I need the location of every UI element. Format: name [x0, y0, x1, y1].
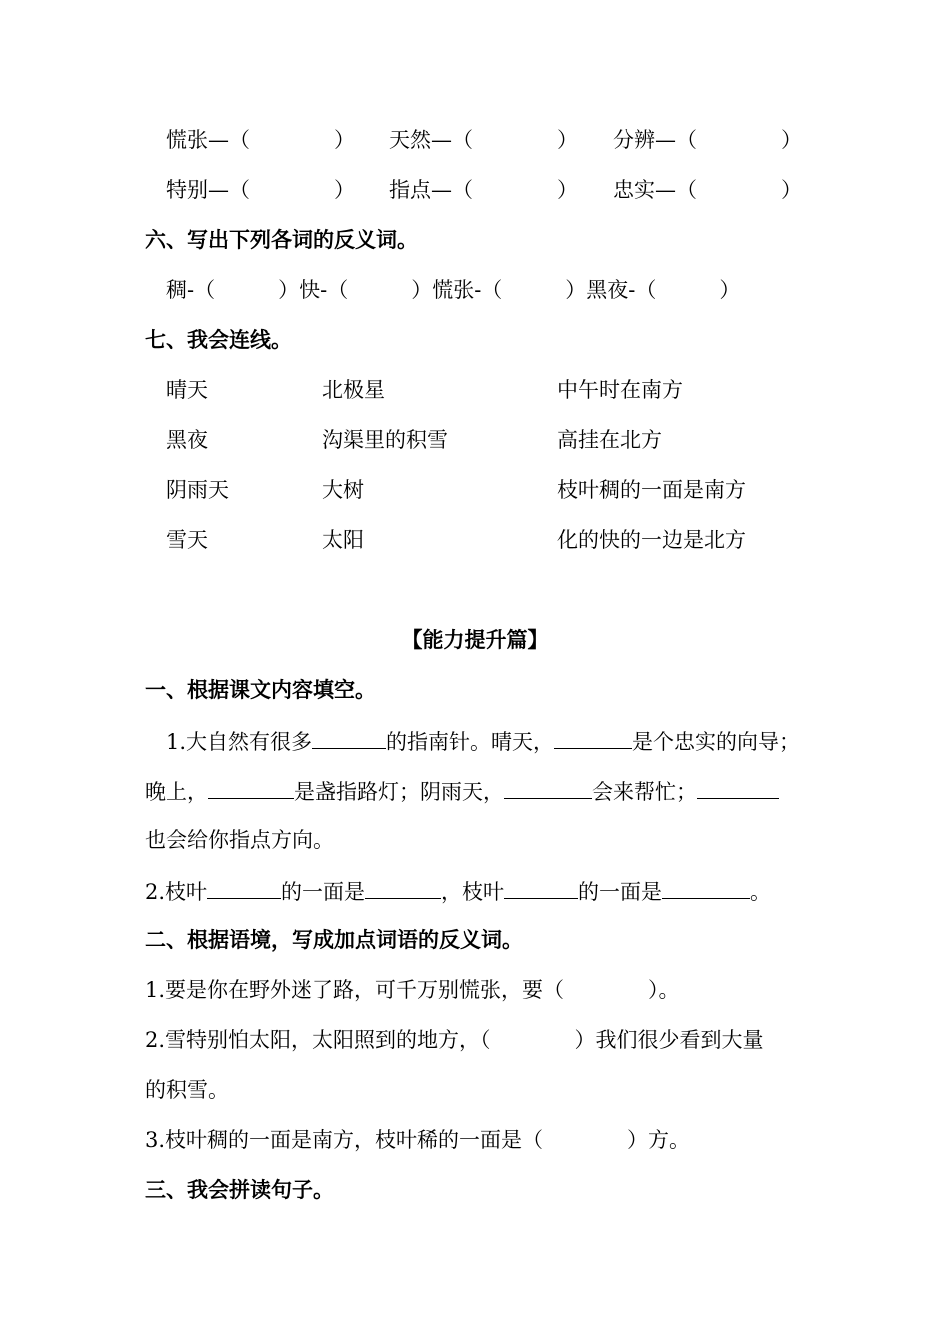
match-middle-item: 沟渠里的积雪: [322, 428, 448, 452]
synonym-item: 指点—（ ）: [389, 178, 578, 202]
match-left-item: 黑夜: [166, 428, 208, 452]
question-text: 2.雪特别怕太阳，太阳照到的地方，（ ）我们很少看到大量: [145, 1028, 764, 1052]
sentence-text: 是盏指路灯；阴雨天，: [294, 780, 504, 804]
match-left-item: 雪天: [166, 528, 208, 552]
match-right-item: 高挂在北方: [557, 428, 662, 452]
sentence-text: 会来帮忙；: [592, 780, 697, 804]
sentence-text: 1.大自然有很多: [166, 730, 313, 754]
fill-sentence: [145, 876, 771, 906]
question-text: 1.要是你在野外迷了路，可千万别慌张，要（ ）。: [145, 978, 680, 1002]
match-right-item: 化的快的一边是北方: [557, 528, 746, 552]
fill-sentence: [166, 726, 800, 756]
sentence-text: 2.枝叶: [145, 880, 208, 904]
synonym-item: 忠实—（ ）: [613, 178, 802, 202]
blank-line[interactable]: [504, 876, 578, 899]
question-text: 3.枝叶稠的一面是南方，枝叶稀的一面是（ ）方。: [145, 1128, 691, 1152]
blank-line[interactable]: [504, 776, 592, 799]
section-title: 【能力提升篇】: [401, 628, 549, 652]
synonym-item: 慌张—（ ）: [166, 128, 355, 152]
blank-line[interactable]: [207, 876, 281, 899]
blank-line[interactable]: [208, 776, 294, 799]
sentence-text: ，枝叶: [441, 880, 505, 904]
fill-sentence: [145, 776, 779, 806]
blank-line[interactable]: [554, 726, 632, 749]
sentence-text: 的一面是: [578, 880, 663, 904]
section-heading: 二、根据语境，写成加点词语的反义词。: [145, 928, 523, 952]
match-middle-item: 太阳: [322, 528, 364, 552]
blank-line[interactable]: [365, 876, 441, 899]
match-middle-item: 北极星: [322, 378, 385, 402]
synonym-item: 分辨—（ ）: [613, 128, 802, 152]
sentence-text: 的一面是: [281, 880, 366, 904]
match-right-item: 中午时在南方: [557, 378, 683, 402]
question-text: 的积雪。: [145, 1078, 229, 1102]
match-left-item: 晴天: [166, 378, 208, 402]
sentence-text: 的指南针。晴天，: [386, 730, 555, 754]
section-heading: 七、我会连线。: [145, 328, 292, 352]
match-right-item: 枝叶稠的一面是南方: [557, 478, 746, 502]
synonym-item: 天然—（ ）: [389, 128, 578, 152]
sentence-text: 。: [750, 880, 772, 904]
match-middle-item: 大树: [322, 478, 364, 502]
blank-line[interactable]: [697, 776, 779, 799]
match-left-item: 阴雨天: [166, 478, 229, 502]
antonym-items: 稠-（ ）快-（ ）慌张-（ ）黑夜-（ ）: [166, 278, 741, 302]
synonym-item: 特别—（ ）: [166, 178, 355, 202]
sentence-text: 是个忠实的向导；: [632, 730, 801, 754]
section-heading: 六、写出下列各词的反义词。: [145, 228, 418, 252]
section-heading: 三、我会拼读句子。: [145, 1178, 334, 1202]
blank-line[interactable]: [662, 876, 750, 899]
sentence-text: 也会给你指点方向。: [145, 828, 334, 852]
blank-line[interactable]: [312, 726, 386, 749]
section-heading: 一、根据课文内容填空。: [145, 678, 376, 702]
sentence-text: 晚上，: [145, 780, 208, 804]
